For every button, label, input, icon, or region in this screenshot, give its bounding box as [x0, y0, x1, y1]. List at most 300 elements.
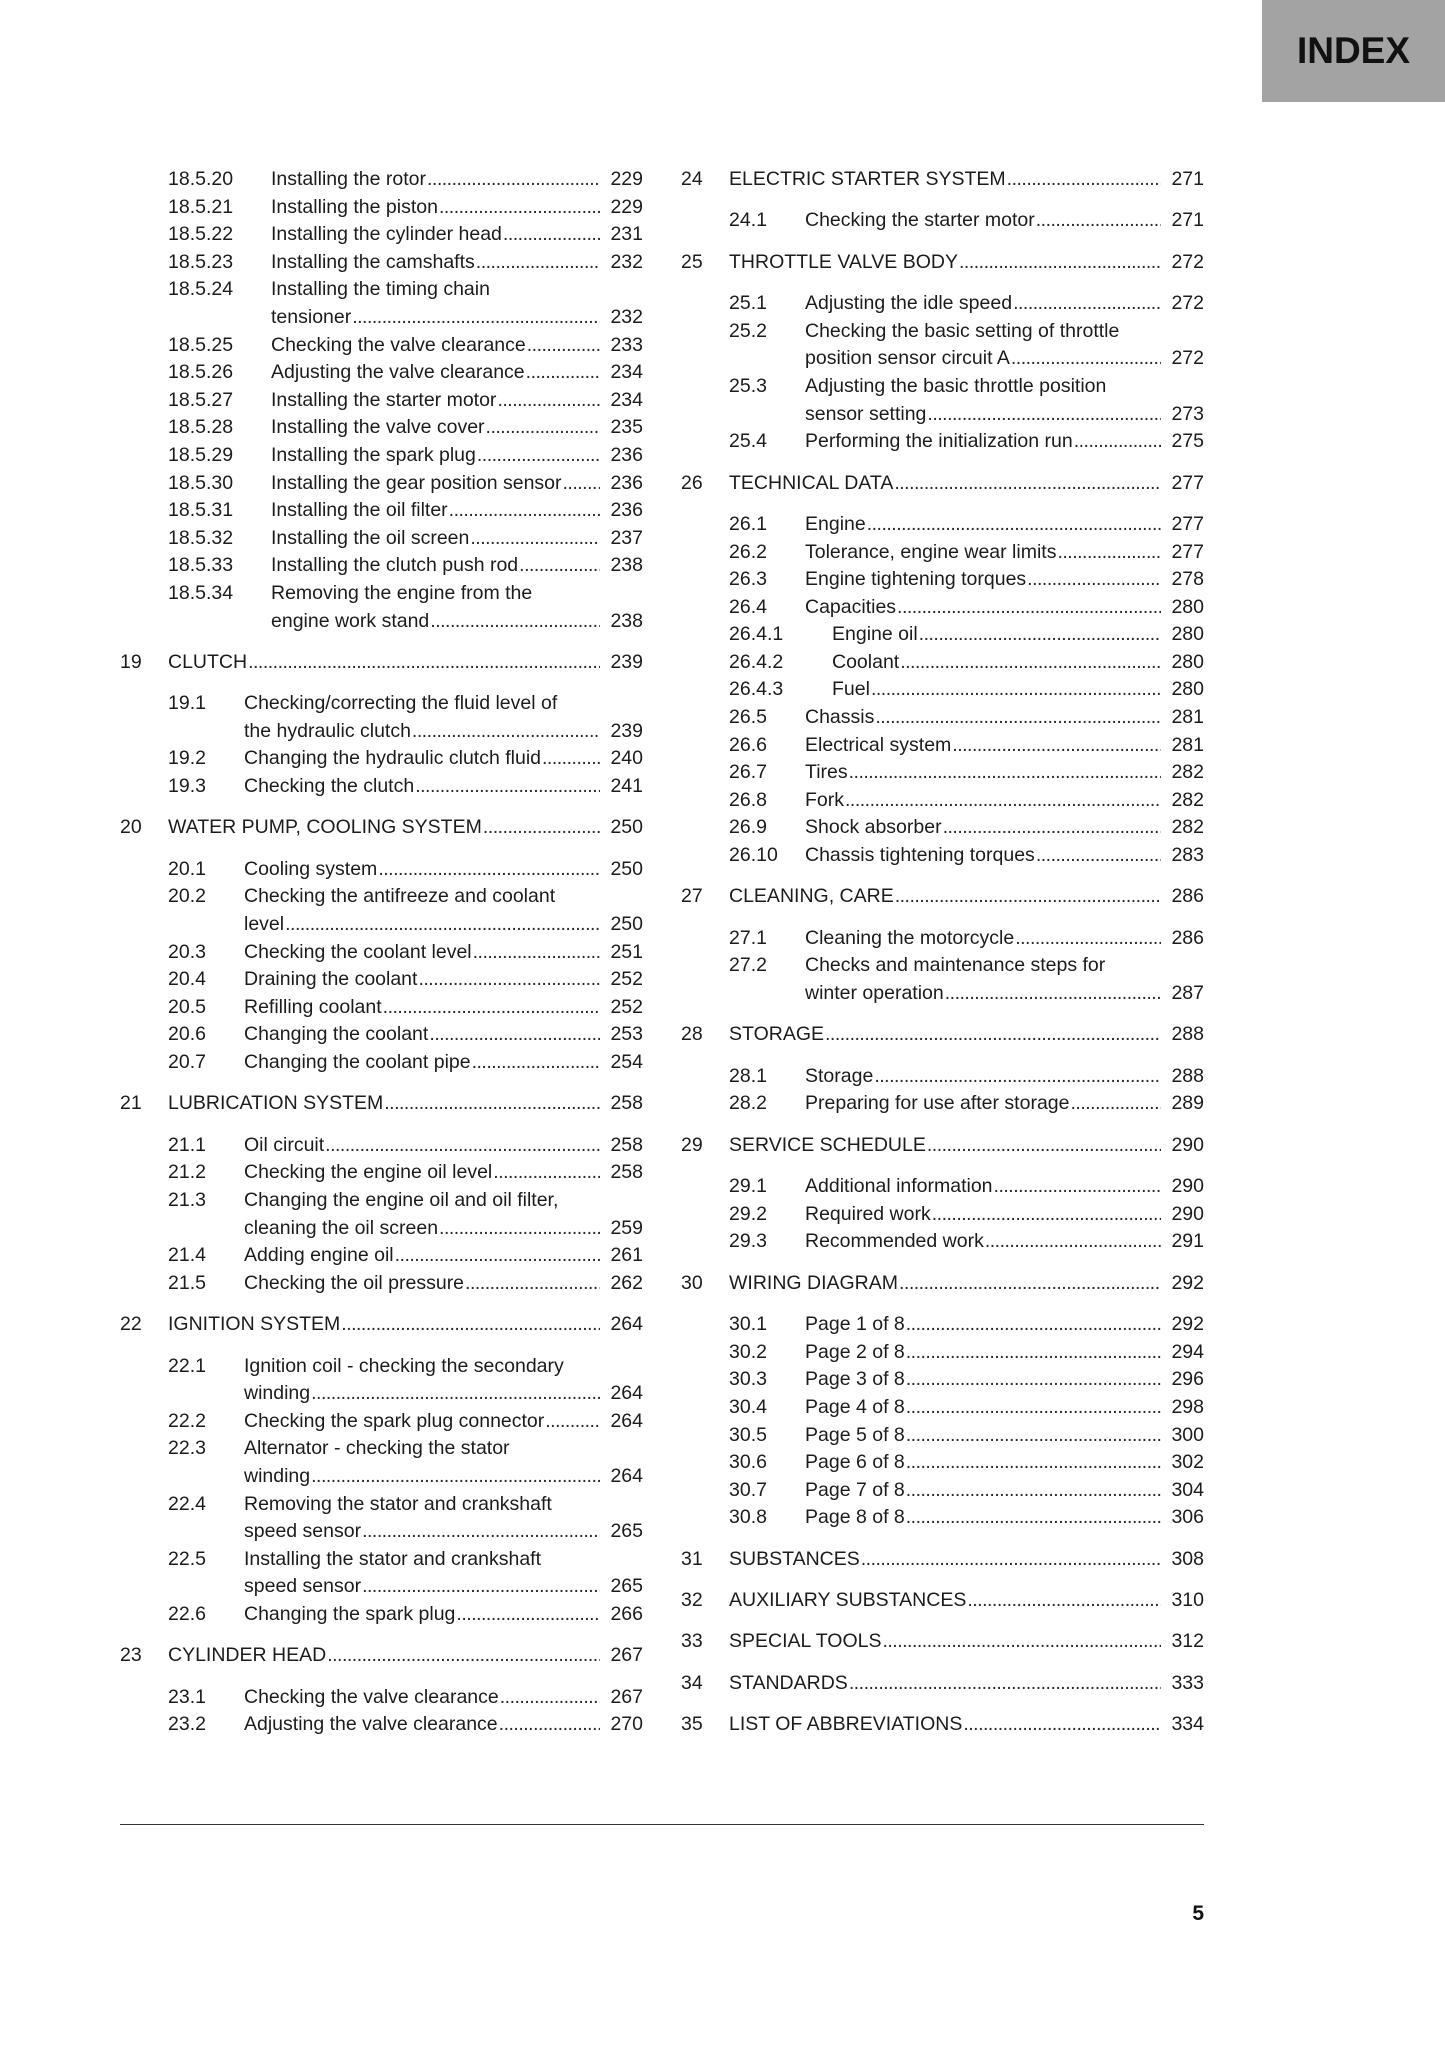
dot-leader	[1027, 566, 1161, 594]
toc-section-entry[interactable]	[120, 332, 643, 360]
toc-section-entry[interactable]	[681, 1394, 1204, 1422]
toc-section-entry[interactable]	[120, 442, 643, 470]
toc-section-entry[interactable]	[120, 1021, 643, 1049]
toc-section-entry[interactable]	[681, 704, 1204, 732]
dot-leader	[311, 1463, 600, 1491]
toc-entry-title-line	[271, 359, 643, 387]
toc-section-entry[interactable]	[681, 676, 1204, 704]
dot-leader	[473, 939, 601, 967]
toc-entry-title-text: Shock absorber	[805, 816, 942, 839]
toc-entry-title-line	[805, 1311, 1204, 1339]
toc-entry-page: 264	[610, 1464, 643, 1487]
toc-section-entry[interactable]	[681, 925, 1204, 953]
toc-entry-title-line	[805, 1090, 1204, 1118]
toc-section-entry[interactable]	[120, 1435, 643, 1490]
toc-entry-title-text: Installing the camshafts	[271, 250, 475, 273]
footer-divider	[120, 1824, 1204, 1825]
toc-section-entry[interactable]	[681, 759, 1204, 787]
toc-entry-title-line: Removing the engine from the	[271, 581, 533, 604]
toc-section-entry[interactable]	[120, 359, 643, 387]
dot-leader	[383, 994, 601, 1022]
toc-section-entry[interactable]	[120, 1353, 643, 1408]
toc-entry-title-line	[832, 676, 1204, 704]
toc-entry-title-text: Cleaning the motorcycle	[805, 926, 1015, 949]
toc-entry-title-text: Checking the spark plug connector	[244, 1409, 545, 1432]
toc-entry-title-text: Page 3 of 8	[805, 1368, 905, 1391]
toc-section-entry[interactable]	[120, 994, 643, 1022]
toc-section-entry[interactable]	[120, 470, 643, 498]
toc-chapter-entry[interactable]	[681, 470, 1204, 498]
toc-entry-title-line	[244, 1021, 643, 1049]
dot-leader	[861, 1546, 1162, 1574]
toc-entry-title-text: Fuel	[832, 678, 870, 701]
toc-chapter-entry[interactable]	[120, 1311, 643, 1339]
dot-leader	[875, 704, 1161, 732]
toc-section-entry[interactable]	[120, 1491, 643, 1546]
dot-leader	[919, 621, 1162, 649]
toc-section-entry[interactable]	[681, 814, 1204, 842]
toc-chapter-entry[interactable]	[681, 1711, 1204, 1739]
dot-leader	[874, 1063, 1161, 1091]
toc-section-entry[interactable]	[120, 1684, 643, 1712]
toc-entry-title-text: SUBSTANCES	[729, 1547, 860, 1570]
toc-entry-title-line	[729, 1587, 1204, 1615]
toc-section-entry[interactable]	[120, 773, 643, 801]
toc-entry-number: 19	[120, 650, 142, 673]
toc-entry-page: 286	[1171, 926, 1204, 949]
dot-leader	[527, 332, 601, 360]
toc-entry-title-text: tensioner	[271, 305, 352, 328]
toc-entry-page: 333	[1171, 1671, 1204, 1694]
toc-section-entry[interactable]	[681, 290, 1204, 318]
toc-entry-title	[805, 1173, 1204, 1201]
toc-entry-title-text: CLUTCH	[168, 650, 248, 673]
toc-chapter-entry[interactable]	[681, 1270, 1204, 1298]
toc-entry-page: 288	[1171, 1023, 1204, 1046]
toc-entry-number: 22.2	[168, 1409, 206, 1432]
toc-entry-title-text: Fork	[805, 788, 844, 811]
toc-section-entry[interactable]	[120, 276, 643, 331]
toc-entry-page: 232	[610, 250, 643, 273]
toc-entry-number: 27.2	[729, 954, 767, 977]
toc-chapter-entry[interactable]	[681, 1021, 1204, 1049]
dot-leader	[439, 1215, 600, 1243]
toc-section-entry[interactable]	[681, 1173, 1204, 1201]
toc-entry-page: 283	[1171, 844, 1204, 867]
toc-entry-title-text: LUBRICATION SYSTEM	[168, 1092, 384, 1115]
toc-entry-title-text: speed sensor	[244, 1575, 362, 1598]
toc-entry-title-line	[244, 1270, 643, 1298]
toc-entry-title	[271, 166, 643, 194]
toc-entry-page: 302	[1171, 1451, 1204, 1474]
toc-entry-page: 239	[610, 719, 643, 742]
toc-entry-title-line	[729, 470, 1204, 498]
dot-leader	[325, 1132, 600, 1160]
toc-entry-title-line: Checking/correcting the fluid level of	[244, 692, 558, 715]
dot-leader	[327, 1642, 600, 1670]
toc-entry-title-line	[805, 842, 1204, 870]
toc-section-entry[interactable]	[681, 373, 1204, 428]
toc-entry-title	[805, 1090, 1204, 1118]
toc-entry-page: 231	[610, 223, 643, 246]
toc-entry-number: 27.1	[729, 926, 767, 949]
toc-entry-title	[805, 594, 1204, 622]
dot-leader	[894, 470, 1161, 498]
toc-entry-title	[805, 1228, 1204, 1256]
dot-leader	[882, 1628, 1161, 1656]
toc-entry-title-line	[244, 1518, 643, 1546]
toc-entry-page: 290	[1171, 1133, 1204, 1156]
toc-section-entry[interactable]	[120, 883, 643, 938]
toc-entry-title	[729, 1546, 1204, 1574]
toc-entry-title	[244, 1132, 643, 1160]
toc-section-entry[interactable]	[681, 1422, 1204, 1450]
toc-section-entry[interactable]	[681, 1201, 1204, 1229]
toc-chapter-entry[interactable]	[120, 649, 643, 677]
toc-entry-title-line	[805, 1173, 1204, 1201]
toc-entry-title-text: IGNITION SYSTEM	[168, 1313, 341, 1336]
toc-entry-title	[729, 1711, 1204, 1739]
toc-entry-title-line	[244, 966, 643, 994]
toc-entry-number: 21.1	[168, 1133, 206, 1156]
toc-section-entry[interactable]	[120, 1049, 643, 1077]
toc-section-entry[interactable]	[681, 1228, 1204, 1256]
toc-entry-title	[271, 442, 643, 470]
toc-entry-title-line	[244, 1132, 643, 1160]
dot-leader	[927, 401, 1161, 429]
toc-entry-number: 18.5.31	[168, 499, 234, 522]
dot-leader	[1015, 925, 1161, 953]
dot-leader	[476, 249, 601, 277]
toc-entry-number: 26.4	[729, 595, 767, 618]
toc-entry-title-text: Changing the coolant pipe	[244, 1051, 471, 1073]
toc-section-entry[interactable]	[681, 594, 1204, 622]
toc-entry-number: 30.3	[729, 1368, 767, 1391]
toc-entry-title-text: Engine tightening torques	[805, 568, 1027, 591]
toc-entry-title-line	[805, 787, 1204, 815]
toc-section-entry[interactable]	[681, 539, 1204, 567]
toc-entry-title	[729, 1587, 1204, 1615]
toc-section-entry[interactable]	[120, 1546, 643, 1601]
toc-entry-number: 18.5.23	[168, 250, 234, 273]
toc-entry-title	[832, 649, 1204, 677]
toc-section-entry[interactable]	[120, 194, 643, 222]
toc-entry-number: 29.2	[729, 1202, 767, 1225]
dot-leader	[500, 1684, 601, 1712]
toc-section-entry[interactable]	[681, 787, 1204, 815]
toc-section-entry[interactable]	[120, 525, 643, 553]
toc-section-entry[interactable]	[681, 511, 1204, 539]
toc-section-entry[interactable]	[681, 1504, 1204, 1532]
toc-entry-page: 251	[610, 940, 643, 963]
toc-entry-title	[168, 1311, 643, 1339]
toc-entry-number: 25.3	[729, 374, 767, 397]
dot-leader	[967, 1587, 1161, 1615]
toc-entry-page: 282	[1171, 761, 1204, 784]
toc-entry-title-text: Page 5 of 8	[805, 1423, 905, 1446]
toc-entry-page: 304	[1171, 1478, 1204, 1501]
toc-entry-title	[805, 787, 1204, 815]
toc-entry-title-line	[805, 704, 1204, 732]
toc-entry-title	[168, 814, 643, 842]
toc-entry-page: 292	[1171, 1271, 1204, 1294]
toc-entry-title	[244, 883, 643, 938]
toc-entry-title	[805, 952, 1204, 1007]
toc-entry-title-text: Checking the engine oil level	[244, 1161, 493, 1184]
toc-chapter-entry[interactable]	[681, 249, 1204, 277]
dot-leader	[427, 166, 600, 194]
toc-entry-title-text: Recommended work	[805, 1230, 984, 1253]
toc-entry-page: 233	[610, 333, 643, 356]
toc-entry-title	[832, 621, 1204, 649]
toc-entry-title-line	[805, 732, 1204, 760]
toc-entry-number: 26.7	[729, 761, 767, 784]
toc-section-entry[interactable]	[120, 966, 643, 994]
toc-entry-title	[729, 883, 1204, 911]
toc-section-entry[interactable]	[120, 221, 643, 249]
toc-entry-title-text: position sensor circuit A	[805, 347, 1010, 370]
toc-section-entry[interactable]	[681, 207, 1204, 235]
toc-entry-page: 277	[1171, 512, 1204, 535]
toc-entry-title	[244, 1435, 643, 1490]
toc-column-left	[120, 166, 643, 1739]
toc-entry-page: 282	[1171, 788, 1204, 811]
toc-chapter-entry[interactable]	[681, 883, 1204, 911]
toc-section-entry[interactable]	[681, 732, 1204, 760]
dot-leader	[1013, 290, 1161, 318]
toc-entry-title-text: Additional information	[805, 1175, 993, 1198]
toc-section-entry[interactable]	[120, 1187, 643, 1242]
toc-entry-title-line	[271, 608, 643, 636]
toc-entry-title-text: Installing the piston	[271, 195, 438, 218]
toc-entry-title	[271, 221, 643, 249]
toc-section-entry[interactable]	[120, 580, 643, 635]
toc-entry-number: 26.6	[729, 733, 767, 756]
toc-entry-page: 258	[610, 1092, 643, 1115]
toc-entry-title	[244, 1408, 643, 1436]
toc-section-entry[interactable]	[120, 166, 643, 194]
toc-section-entry[interactable]	[681, 428, 1204, 456]
toc-entry-title-text: CYLINDER HEAD	[168, 1644, 327, 1667]
dot-leader	[871, 676, 1162, 704]
toc-entry-title-line	[271, 525, 643, 553]
toc-entry-title-text: Engine oil	[832, 623, 918, 646]
dot-leader	[465, 1270, 600, 1298]
toc-entry-title	[271, 414, 643, 442]
dot-leader	[384, 1090, 600, 1118]
toc-section-entry[interactable]	[681, 842, 1204, 870]
toc-entry-title-line	[244, 1215, 643, 1243]
toc-entry-title-text: Adjusting the valve clearance	[244, 1713, 498, 1736]
toc-section-entry[interactable]	[681, 1339, 1204, 1367]
toc-entry-title-line	[805, 1394, 1204, 1422]
dot-leader	[311, 1380, 600, 1408]
toc-entry-title-line	[271, 470, 643, 498]
toc-section-entry[interactable]	[120, 745, 643, 773]
toc-entry-page: 289	[1171, 1092, 1204, 1115]
toc-chapter-entry[interactable]	[120, 1642, 643, 1670]
toc-section-entry[interactable]	[681, 318, 1204, 373]
dot-leader	[477, 442, 601, 470]
toc-entry-title-text: TECHNICAL DATA	[729, 471, 894, 494]
toc-entry-number: 29	[681, 1133, 703, 1156]
toc-entry-title	[832, 676, 1204, 704]
toc-section-entry[interactable]	[681, 649, 1204, 677]
toc-entry-number: 32	[681, 1589, 703, 1612]
toc-entry-title-text: Installing the valve cover	[271, 416, 485, 439]
toc-section-entry[interactable]	[681, 1063, 1204, 1091]
toc-entry-title-text: SPECIAL TOOLS	[729, 1630, 882, 1653]
toc-entry-page: 267	[610, 1644, 643, 1667]
toc-entry-title-line	[805, 814, 1204, 842]
toc-entry-title	[805, 511, 1204, 539]
toc-entry-title-text: Engine	[805, 512, 866, 535]
dot-leader	[899, 1270, 1161, 1298]
toc-entry-number: 30.5	[729, 1423, 767, 1446]
dot-leader	[1036, 842, 1162, 870]
toc-entry-title-text: Storage	[805, 1064, 874, 1087]
toc-chapter-entry[interactable]	[681, 1628, 1204, 1656]
toc-section-entry[interactable]	[120, 1408, 643, 1436]
dot-leader	[952, 732, 1161, 760]
toc-section-entry[interactable]	[120, 856, 643, 884]
toc-entry-title	[244, 994, 643, 1022]
toc-entry-title-text: Page 8 of 8	[805, 1506, 905, 1529]
toc-entry-title	[168, 1642, 643, 1670]
toc-chapter-entry[interactable]	[681, 1670, 1204, 1698]
toc-chapter-entry[interactable]	[681, 1587, 1204, 1615]
toc-entry-title-text: sensor setting	[805, 402, 927, 425]
toc-section-entry[interactable]	[120, 552, 643, 580]
toc-entry-page: 280	[1171, 678, 1204, 701]
toc-entry-title	[244, 1711, 643, 1739]
toc-entry-title	[271, 276, 643, 331]
toc-entry-number: 20.7	[168, 1051, 206, 1073]
toc-entry-title-line	[805, 1366, 1204, 1394]
toc-entry-title	[271, 580, 643, 635]
toc-entry-number: 23.2	[168, 1713, 206, 1736]
toc-section-entry[interactable]	[120, 1601, 643, 1629]
toc-entry-title-text: Changing the coolant	[244, 1023, 429, 1046]
toc-section-entry[interactable]	[120, 939, 643, 967]
toc-entry-title-text: Installing the rotor	[271, 168, 427, 190]
toc-section-entry[interactable]	[681, 952, 1204, 1007]
toc-entry-title-text: cleaning the oil screen	[244, 1216, 439, 1239]
toc-entry-number: 18.5.34	[168, 581, 234, 604]
toc-entry-number: 18.5.20	[168, 168, 234, 190]
toc-entry-title-text: winding	[244, 1464, 311, 1487]
toc-entry-title-line	[244, 1159, 643, 1187]
dot-leader	[415, 773, 600, 801]
toc-entry-number: 20	[120, 816, 142, 839]
toc-section-entry[interactable]	[681, 1366, 1204, 1394]
toc-section-entry[interactable]	[681, 1090, 1204, 1118]
toc-entry-title-text: Adjusting the valve clearance	[271, 361, 525, 384]
toc-section-entry[interactable]	[120, 414, 643, 442]
toc-entry-page: 264	[610, 1409, 643, 1432]
toc-section-entry[interactable]	[120, 1242, 643, 1270]
toc-entry-title-line	[244, 1049, 643, 1077]
toc-section-entry[interactable]	[681, 566, 1204, 594]
toc-entry-number: 18.5.24	[168, 278, 234, 301]
toc-entry-page: 234	[610, 388, 643, 411]
toc-section-entry[interactable]	[120, 387, 643, 415]
toc-entry-page: 241	[610, 775, 643, 798]
toc-entry-page: 250	[610, 857, 643, 880]
dot-leader	[456, 1601, 600, 1629]
dot-leader	[906, 1394, 1162, 1422]
toc-chapter-entry[interactable]	[120, 1090, 643, 1118]
toc-entry-title-line	[729, 1670, 1204, 1698]
toc-entry-title	[271, 249, 643, 277]
toc-entry-title-line	[271, 414, 643, 442]
toc-section-entry[interactable]	[120, 1159, 643, 1187]
toc-chapter-entry[interactable]	[681, 1546, 1204, 1574]
toc-entry-title	[729, 1270, 1204, 1298]
toc-entry-title	[805, 1449, 1204, 1477]
toc-entry-title-line: Changing the engine oil and oil filter,	[244, 1188, 559, 1211]
toc-entry-number: 34	[681, 1671, 703, 1694]
dot-leader	[1011, 345, 1162, 373]
toc-section-entry[interactable]	[120, 690, 643, 745]
toc-entry-title	[729, 1021, 1204, 1049]
toc-entry-page: 291	[1171, 1230, 1204, 1253]
dot-leader	[1057, 539, 1161, 567]
toc-entry-title	[244, 856, 643, 884]
toc-section-entry[interactable]	[120, 497, 643, 525]
toc-entry-title	[271, 194, 643, 222]
toc-section-entry[interactable]	[681, 1449, 1204, 1477]
dot-leader	[845, 787, 1161, 815]
toc-entry-title-line	[244, 773, 643, 801]
toc-entry-page: 275	[1171, 430, 1204, 453]
toc-section-entry[interactable]	[681, 1477, 1204, 1505]
toc-entry-number: 30.8	[729, 1506, 767, 1529]
toc-entry-number: 18.5.21	[168, 195, 234, 218]
toc-chapter-entry[interactable]	[120, 814, 643, 842]
toc-entry-title-line	[271, 552, 643, 580]
toc-entry-title-line	[729, 1546, 1204, 1574]
toc-entry-title-text: Installing the oil screen	[271, 526, 470, 549]
toc-entry-page: 277	[1171, 540, 1204, 563]
toc-entry-number: 31	[681, 1547, 703, 1570]
toc-entry-page: 264	[610, 1382, 643, 1405]
toc-section-entry[interactable]	[120, 1711, 643, 1739]
toc-entry-number: 22.1	[168, 1354, 206, 1377]
dot-leader	[449, 497, 601, 525]
toc-chapter-entry[interactable]	[681, 1132, 1204, 1160]
dot-leader	[362, 1518, 600, 1546]
dot-leader	[563, 470, 601, 498]
toc-entry-page: 300	[1171, 1423, 1204, 1446]
toc-entry-title-line	[244, 939, 643, 967]
toc-entry-title-text: engine work stand	[271, 609, 430, 632]
toc-section-entry[interactable]	[120, 1270, 643, 1298]
toc-entry-page: 271	[1171, 168, 1204, 190]
toc-entry-number: 28.1	[729, 1064, 767, 1087]
toc-section-entry[interactable]	[681, 621, 1204, 649]
toc-chapter-entry[interactable]	[681, 166, 1204, 194]
toc-entry-title-line	[168, 814, 643, 842]
toc-section-entry[interactable]	[120, 249, 643, 277]
dot-leader	[849, 1670, 1162, 1698]
dot-leader	[825, 1021, 1161, 1049]
toc-section-entry[interactable]	[681, 1311, 1204, 1339]
toc-entry-title	[729, 1670, 1204, 1698]
dot-leader	[519, 552, 600, 580]
toc-entry-title	[805, 290, 1204, 318]
toc-section-entry[interactable]	[120, 1132, 643, 1160]
